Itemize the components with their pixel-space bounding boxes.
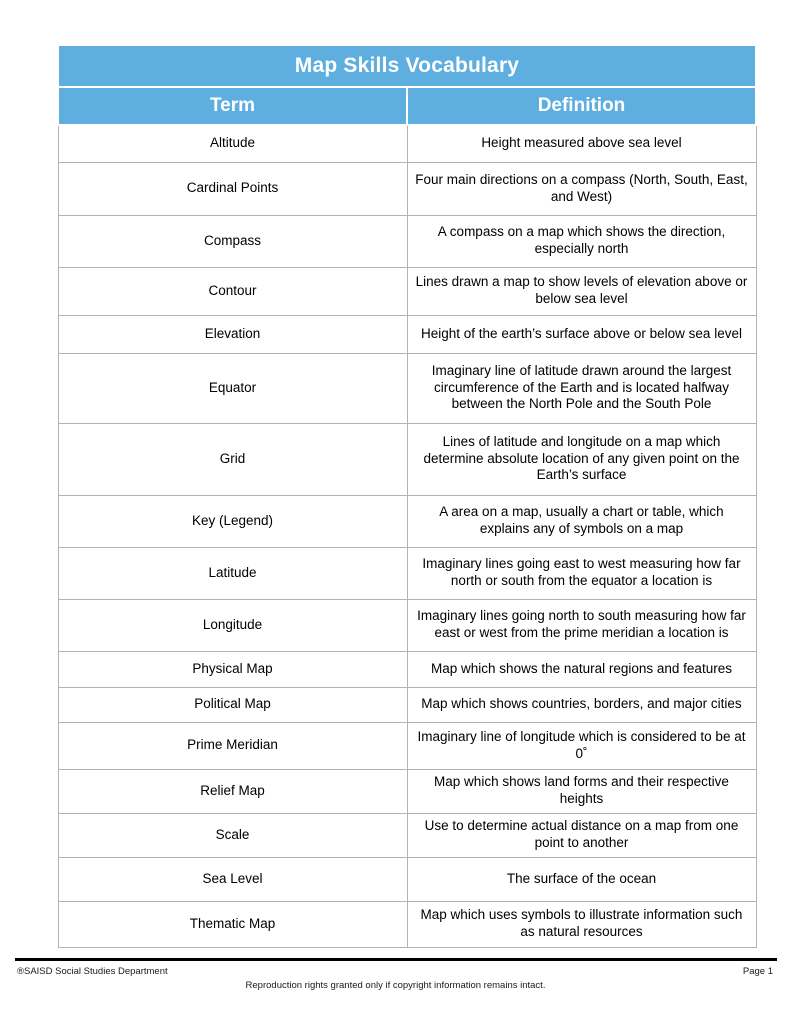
term-cell: Contour (58, 267, 407, 315)
term-cell: Latitude (58, 547, 407, 599)
table-row (58, 651, 756, 687)
term-cell: Elevation (58, 315, 407, 353)
column-header-term: Term (58, 87, 407, 125)
footer-page-number: Page 1 (742, 966, 773, 977)
term-cell: Relief Map (58, 769, 407, 813)
table-row (58, 813, 756, 857)
table-row (58, 547, 756, 599)
term-cell: Political Map (58, 687, 407, 722)
definition-cell: Imaginary line of latitude drawn around the largest circumference of the Earth and is located halfway between the North Pole and the South Pole (407, 353, 756, 423)
table-row (58, 769, 756, 813)
title-row (58, 45, 756, 87)
term-cell: Sea Level (58, 857, 407, 901)
definition-cell: Lines of latitude and longitude on a map which determine absolute location of any given point on the Earth’s surface (407, 423, 756, 495)
table-row (58, 722, 756, 769)
table-row (58, 162, 756, 215)
definition-cell: Map which shows the natural regions and features (407, 651, 756, 687)
definition-cell: Height measured above sea level (407, 125, 756, 162)
definition-cell: Four main directions on a compass (North, South, East, and West) (407, 162, 756, 215)
table-row (58, 315, 756, 353)
definition-cell: The surface of the ocean (407, 857, 756, 901)
table-row (58, 215, 756, 267)
vocab-table (57, 44, 757, 948)
term-cell: Grid (58, 423, 407, 495)
term-cell: Scale (58, 813, 407, 857)
column-header-definition: Definition (407, 87, 756, 125)
table-row (58, 423, 756, 495)
term-cell: Key (Legend) (58, 495, 407, 547)
definition-cell: Height of the earth’s surface above or below sea level (407, 315, 756, 353)
definition-cell: Map which uses symbols to illustrate information such as natural resources (407, 901, 756, 947)
definition-cell: Use to determine actual distance on a map from one point to another (407, 813, 756, 857)
term-cell: Thematic Map (58, 901, 407, 947)
definition-cell: Map which shows countries, borders, and major cities (407, 687, 756, 722)
term-cell: Compass (58, 215, 407, 267)
term-cell: Equator (58, 353, 407, 423)
table-row (58, 267, 756, 315)
term-cell: Physical Map (58, 651, 407, 687)
footer-copyright: ®SAISD Social Studies Department (17, 966, 168, 977)
term-cell: Altitude (58, 125, 407, 162)
definition-cell: A area on a map, usually a chart or table, which explains any of symbols on a map (407, 495, 756, 547)
definition-cell: A compass on a map which shows the direction, especially north (407, 215, 756, 267)
footer-divider (15, 958, 777, 961)
definition-cell: Imaginary line of longitude which is considered to be at 0˚ (407, 722, 756, 769)
term-cell: Longitude (58, 599, 407, 651)
table-row (58, 495, 756, 547)
term-cell: Cardinal Points (58, 162, 407, 215)
table-row (58, 901, 756, 947)
table-row (58, 599, 756, 651)
table-row (58, 687, 756, 722)
table-title: Map Skills Vocabulary (58, 45, 756, 87)
column-header-row (58, 87, 756, 125)
table-row (58, 353, 756, 423)
table-row (58, 125, 756, 162)
table-row (58, 857, 756, 901)
definition-cell: Imaginary lines going east to west measuring how far north or south from the equator a location is (407, 547, 756, 599)
definition-cell: Imaginary lines going north to south measuring how far east or west from the prime meridian a location is (407, 599, 756, 651)
footer-reproduction-note: Reproduction rights granted only if copyright information remains intact. (245, 980, 546, 991)
term-cell: Prime Meridian (58, 722, 407, 769)
definition-cell: Map which shows land forms and their respective heights (407, 769, 756, 813)
definition-cell: Lines drawn a map to show levels of elevation above or below sea level (407, 267, 756, 315)
